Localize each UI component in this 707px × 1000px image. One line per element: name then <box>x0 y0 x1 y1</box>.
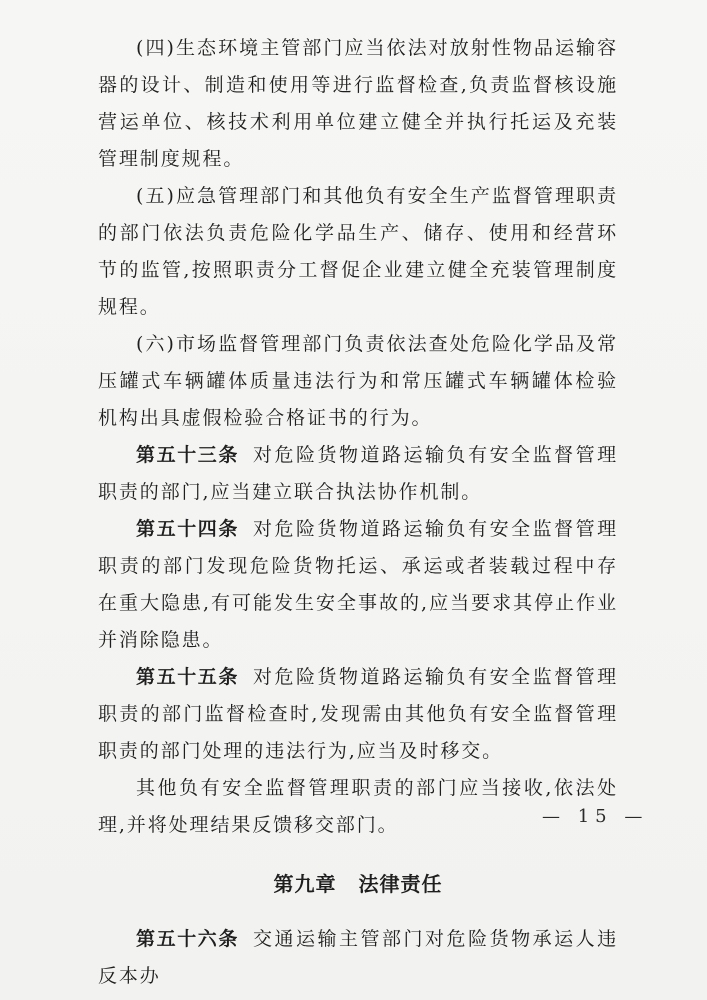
page-number: — 15 — <box>542 806 649 827</box>
clause-paragraph: (四)生态环境主管部门应当依法对放射性物品运输容器的设计、制造和使用等进行监督检查,负责监督核设施营运单位、核技术利用单位建立健全并执行托运及充装管理制度规程。 <box>98 37 618 170</box>
article-text: 对危险货物道路运输负有安全监督管理职责的部门发现危险货物托运、承运或者装载过程中存在重大隐患,有可能发生安全事故的,应当要求其停止作业并消除隐患。 <box>98 518 618 651</box>
chapter-heading <box>98 866 618 903</box>
article-text: 交通运输主管部门对危险货物承运人违反本办 <box>98 928 618 987</box>
article-paragraph <box>98 437 618 511</box>
article-paragraph <box>98 511 618 659</box>
clause-paragraph: (六)市场监督管理部门负责依法查处危险化学品及常压罐式车辆罐体质量违法行为和常压罐式车辆罐体检验机构出具虚假检验合格证书的行为。 <box>98 333 618 429</box>
article-paragraph <box>98 921 618 995</box>
article-text: 对危险货物道路运输负有安全监督管理职责的部门,应当建立联合执法协作机制。 <box>98 444 618 503</box>
article-paragraph <box>98 659 618 770</box>
clause-paragraph: (五)应急管理部门和其他负有安全生产监督管理职责的部门依法负责危险化学品生产、储存、使用和经营环节的监管,按照职责分工督促企业建立健全充装管理制度规程。 <box>98 185 618 318</box>
chapter-title: 法律责任 <box>358 872 443 896</box>
article-text: 对危险货物道路运输负有安全监督管理职责的部门监督检查时,发现需由其他负有安全监督管理职责的部门处理的违法行为,应当及时移交。 <box>98 666 618 762</box>
document-body <box>98 30 618 995</box>
chapter-number: 第九章 <box>273 872 337 896</box>
article-number: 第五十四条 <box>136 518 240 540</box>
article-number: 第五十三条 <box>136 444 240 466</box>
article-number: 第五十六条 <box>136 928 240 950</box>
article-number: 第五十五条 <box>136 666 240 688</box>
clause-paragraph: 其他负有安全监督管理职责的部门应当接收,依法处理,并将处理结果反馈移交部门。 <box>98 777 618 836</box>
